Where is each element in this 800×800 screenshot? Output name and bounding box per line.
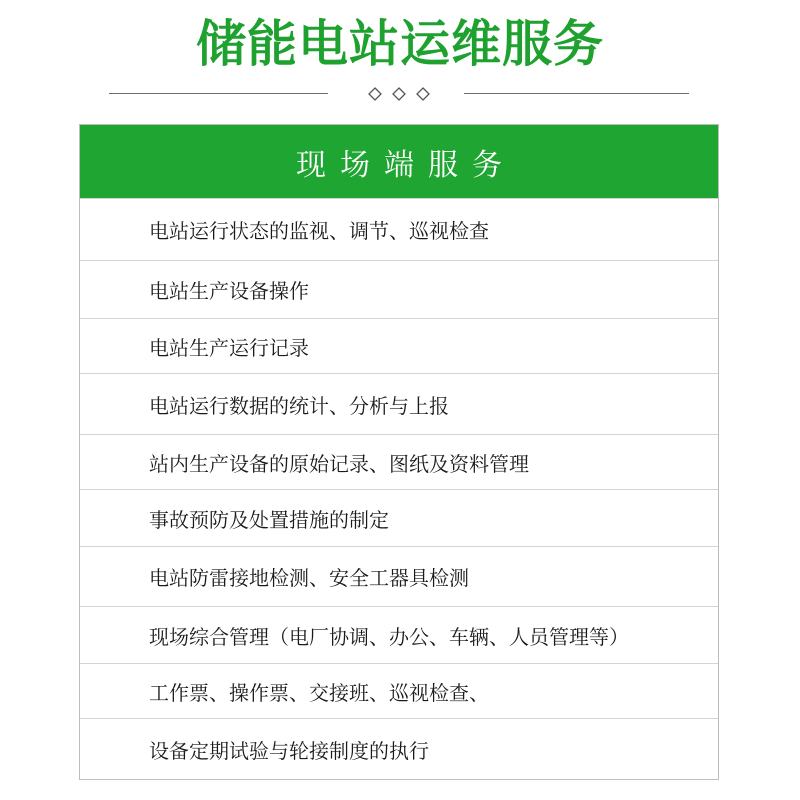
service-item: 设备定期试验与轮接制度的执行 [80, 718, 718, 780]
service-item: 电站生产设备操作 [80, 260, 718, 318]
service-item: 电站防雷接地检测、安全工器具检测 [80, 546, 718, 606]
service-list [80, 198, 718, 780]
section-header: 现场端服务 [80, 125, 718, 198]
service-panel [79, 124, 719, 780]
service-item: 现场综合管理（电厂协调、办公、车辆、人员管理等） [80, 606, 718, 663]
diamond-icon [368, 87, 382, 101]
diamond-icon [416, 87, 430, 101]
diamond-icon [392, 87, 406, 101]
page-title: 储能电站运维服务 [196, 15, 604, 73]
service-item: 事故预防及处置措施的制定 [80, 489, 718, 546]
service-item: 电站运行数据的统计、分析与上报 [80, 373, 718, 434]
service-item: 电站生产运行记录 [80, 318, 718, 373]
divider-ornament [335, 84, 463, 104]
title-divider-right [464, 93, 689, 94]
service-item: 电站运行状态的监视、调节、巡视检查 [80, 198, 718, 260]
service-item: 工作票、操作票、交接班、巡视检查、 [80, 663, 718, 718]
title-divider-left [109, 93, 328, 94]
service-item: 站内生产设备的原始记录、图纸及资料管理 [80, 434, 718, 489]
